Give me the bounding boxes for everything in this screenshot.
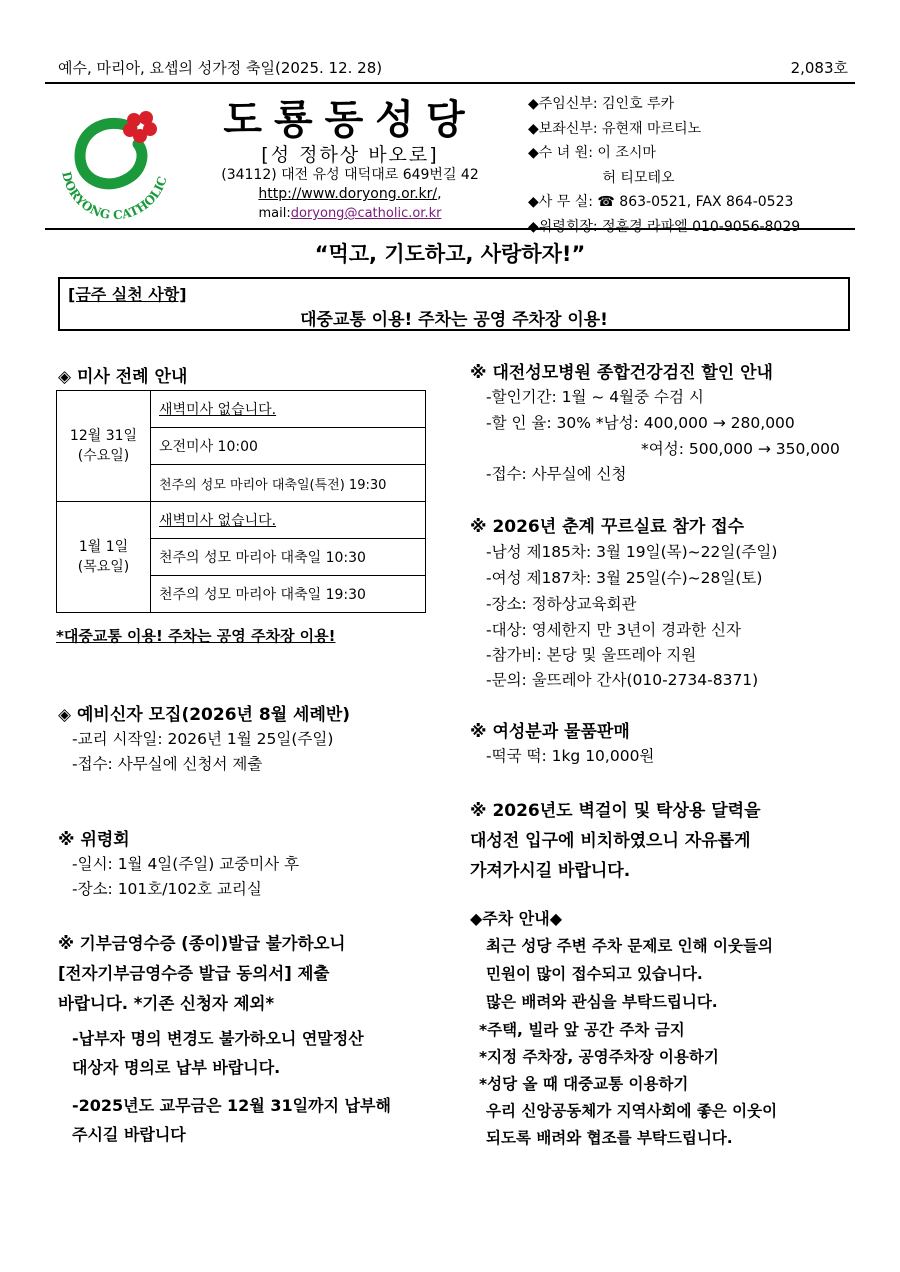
parking-line: 최근 성당 주변 주차 문제로 인해 이웃들의: [486, 937, 773, 955]
hospital-line: *여성: 500,000 → 350,000: [641, 440, 840, 458]
catechumen-title: ◈ 예비신자 모집(2026년 8월 세례반): [58, 705, 351, 725]
church-url-link[interactable]: http://www.doryong.or.kr/: [258, 186, 438, 202]
issue-number: 2,083호: [790, 59, 848, 77]
church-mail-line: [185, 206, 515, 221]
memorial-title: ※ 위령회: [58, 830, 130, 850]
notice-text: 대중교통 이용! 주차는 공영 주차장 이용!: [300, 310, 608, 330]
logo-red-flower: [123, 111, 157, 143]
catechumen-line: -교리 시작일: 2026년 1월 25일(주일): [72, 730, 334, 748]
mass-item: 천주의 성모 마리아 대축일 10:30: [151, 539, 426, 576]
women-line: -떡국 떡: 1kg 10,000원: [486, 747, 655, 765]
mass-note: *대중교통 이용! 주차는 공영 주차장 이용!: [56, 627, 336, 645]
cursillo-line: -문의: 울뜨레아 간사(010-2734-8371): [486, 671, 759, 689]
donation-line: -2025년도 교무금은 12월 31일까지 납부해: [72, 1096, 391, 1115]
staff-line: ◆사 무 실: ☎ 863-0521, FAX 864-0523: [528, 194, 794, 210]
mass-item: 오전미사 10:00: [151, 428, 426, 465]
church-name: 도룡동성당: [223, 97, 477, 143]
mass-weekday: (수요일): [77, 448, 130, 464]
table-row: [57, 391, 426, 428]
mass-date-cell: [57, 391, 151, 502]
cursillo-line: -여성 제187차: 3월 25일(수)~28일(토): [486, 569, 763, 587]
staff-line: ◆주임신부: 김인호 루카: [528, 96, 675, 112]
memorial-line: -일시: 1월 4일(주일) 교중미사 후: [72, 855, 300, 873]
church-patron: [성 정하상 바오로]: [261, 144, 439, 166]
donation-line: 주시길 바랍니다: [72, 1125, 186, 1144]
cursillo-title: ※ 2026년 춘계 꾸르실료 참가 접수: [470, 517, 745, 537]
mass-date: 12월 31일: [69, 428, 138, 444]
church-logo: [50, 98, 180, 228]
church-url-line: [185, 186, 515, 202]
url-suffix: ,: [437, 186, 442, 202]
parking-line: *주택, 빌라 앞 공간 주차 금지: [479, 1021, 685, 1039]
hospital-title: ※ 대전성모병원 종합건강검진 할인 안내: [470, 363, 773, 383]
feast-title: 예수, 마리아, 요셉의 성가정 축일(2025. 12. 28): [58, 59, 383, 77]
mass-date: 1월 1일: [78, 539, 129, 555]
donation-line: ※ 기부금영수증 (종이)발급 불가하오니: [58, 934, 346, 953]
mass-weekday: (목요일): [77, 559, 130, 575]
weekly-notice-box: [58, 277, 850, 331]
donation-line: 바랍니다. *기존 신청자 제외*: [58, 994, 275, 1013]
cursillo-line: -대상: 영세한지 만 3년이 경과한 신자: [486, 621, 741, 639]
calendar-line: 가져가시길 바랍니다.: [470, 861, 631, 881]
donation-line: 대상자 명의로 납부 바랍니다.: [72, 1058, 281, 1077]
catechumen-line: -접수: 사무실에 신청서 제출: [72, 755, 263, 773]
parking-line: *성당 올 때 대중교통 이용하기: [479, 1075, 689, 1093]
mass-schedule-table: [56, 390, 426, 613]
hospital-line: -할인기간: 1월 ~ 4월중 수검 시: [486, 388, 704, 406]
parking-title: ◆주차 안내◆: [470, 909, 563, 928]
staff-list: [528, 92, 800, 239]
mass-item: 천주의 성모 마리아 대축일 19:30: [151, 576, 426, 613]
donation-line: [전자기부금영수증 발급 동의서] 제출: [58, 964, 330, 983]
mass-section-title: ◈ 미사 전례 안내: [58, 367, 188, 387]
memorial-line: -장소: 101호/102호 교리실: [72, 880, 262, 898]
staff-line: ◆위령회장: 정훈경 라파엘 010-9056-8029: [528, 218, 801, 235]
header-bottom-rule: [45, 228, 855, 230]
church-mail-link[interactable]: doryong@catholic.or.kr: [290, 206, 442, 221]
staff-line: ◆보좌신부: 유현재 마르티노: [528, 120, 702, 137]
logo-text: DORYONG CATHOLIC: [59, 170, 170, 223]
mail-label: mail:: [258, 206, 291, 221]
parking-line: 우리 신앙공동체가 지역사회에 좋은 이웃이: [486, 1102, 778, 1120]
staff-line: 허 티모테오: [528, 169, 675, 186]
table-row: [57, 502, 426, 539]
cursillo-line: -장소: 정하상교육회관: [486, 595, 637, 613]
motto: “먹고, 기도하고, 사랑하자!”: [314, 242, 586, 266]
women-title: ※ 여성분과 물품판매: [470, 722, 630, 742]
staff-line: ◆수 녀 원: 이 조시마: [528, 145, 656, 161]
mass-item: 천주의 성모 마리아 대축일(특전) 19:30: [151, 465, 426, 502]
hospital-line: -접수: 사무실에 신청: [486, 465, 627, 483]
mass-item: 새벽미사 없습니다.: [151, 502, 426, 539]
top-rule: [45, 82, 855, 84]
notice-label: [금주 실천 사항]: [68, 285, 187, 304]
parking-line: 민원이 많이 접수되고 있습니다.: [486, 965, 703, 983]
mass-item: 새벽미사 없습니다.: [151, 391, 426, 428]
cursillo-line: -참가비: 본당 및 울뜨레아 지원: [486, 646, 697, 664]
parking-line: 되도록 배려와 협조를 부탁드립니다.: [486, 1129, 733, 1147]
church-address: (34112) 대전 유성 대덕대로 649번길 42: [221, 167, 479, 183]
cursillo-line: -남성 제185차: 3월 19일(목)~22일(주일): [486, 543, 778, 561]
donation-line: -납부자 명의 변경도 불가하오니 연말정산: [72, 1029, 364, 1048]
calendar-line: 대성전 입구에 비치하였으니 자유롭게: [470, 831, 751, 851]
hospital-line: -할 인 율: 30% *남성: 400,000 → 280,000: [486, 414, 795, 432]
calendar-line: ※ 2026년도 벽걸이 및 탁상용 달력을: [470, 801, 761, 821]
parking-line: 많은 배려와 관심을 부탁드립니다.: [486, 993, 718, 1011]
parking-line: *지정 주차장, 공영주차장 이용하기: [479, 1048, 719, 1066]
mass-date-cell: [57, 502, 151, 613]
